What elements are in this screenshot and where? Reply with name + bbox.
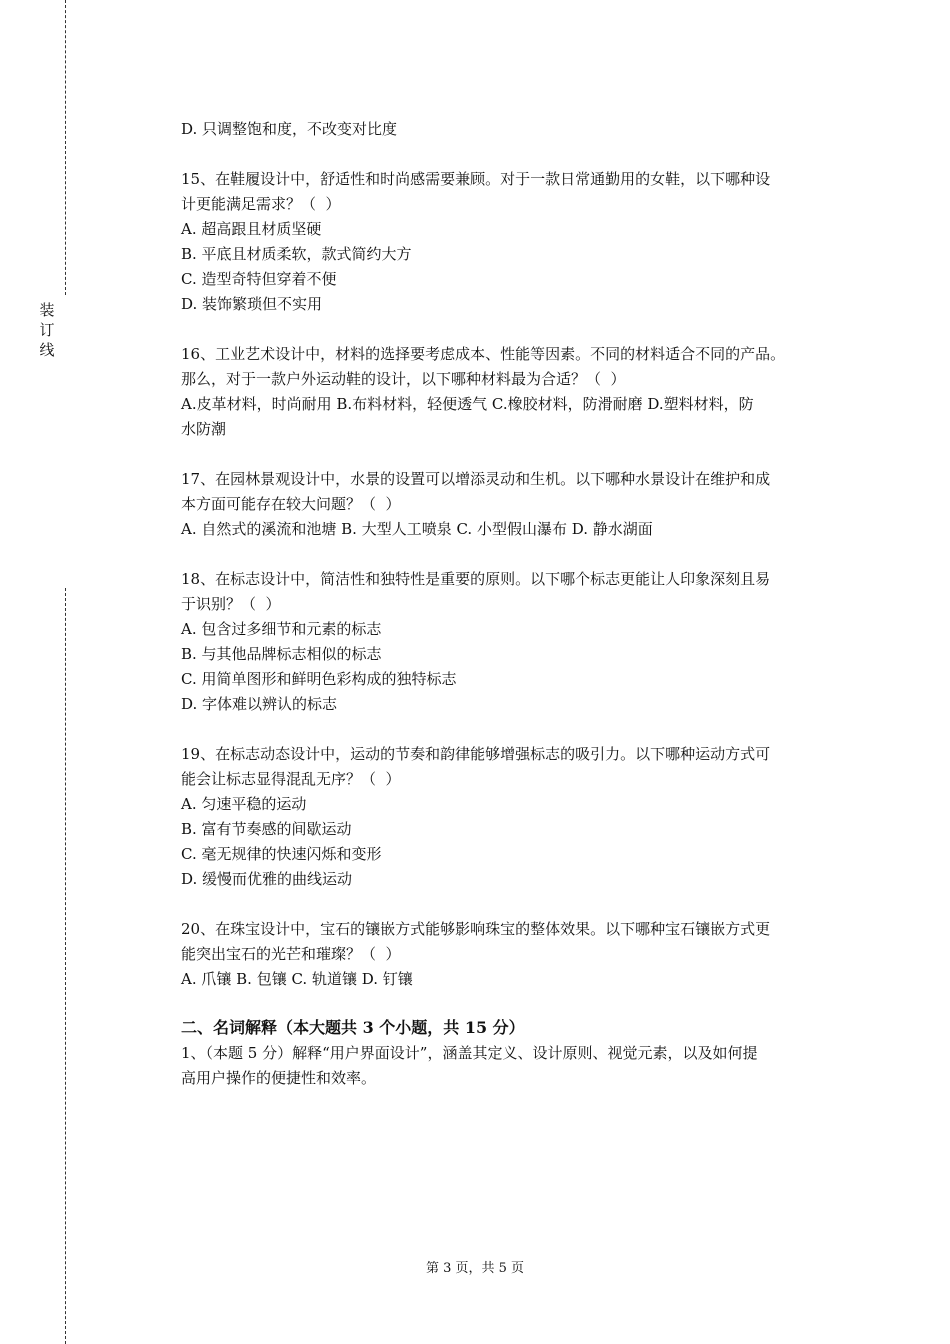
option-d: D. 装饰繁琐但不实用 [181,295,323,313]
question-20 [181,917,841,992]
question-text-line: 计更能满足需求？（ ） [181,195,341,213]
section-question-line: 高用户操作的便捷性和效率。 [181,1069,377,1087]
binding-line-top [65,0,66,295]
exam-content [181,117,841,1091]
option-c: C. 造型奇特但穿着不便 [181,270,337,288]
page-number: 第 3 页，共 5 页 [425,1261,525,1276]
option-c: C. 毫无规律的快速闪烁和变形 [181,845,382,863]
question-16 [181,342,841,442]
option-a: A. 包含过多细节和元素的标志 [181,620,382,638]
question-text-line: 那么，对于一款户外运动鞋的设计，以下哪种材料最为合适？（ ） [181,370,626,388]
option-d: D. 缓慢而优雅的曲线运动 [181,870,353,888]
question-text-line: 本方面可能存在较大问题？（ ） [181,495,401,513]
question-17 [181,467,841,542]
question-text-line: 18、在标志设计中，简洁性和独特性是重要的原则。以下哪个标志更能让人印象深刻且易 [181,570,771,588]
question-options-line: 水防潮 [181,420,227,438]
top-option: D. 只调整饱和度，不改变对比度 [181,120,398,138]
question-18 [181,567,841,717]
option-b: B. 富有节奏感的间歇运动 [181,820,352,838]
option-b: B. 与其他品牌标志相似的标志 [181,645,382,663]
option-c: C. 用简单图形和鲜明色彩构成的独特标志 [181,670,457,688]
question-text-line: 19、在标志动态设计中，运动的节奏和韵律能够增强标志的吸引力。以下哪种运动方式可 [181,745,771,763]
question-text-line: 17、在园林景观设计中，水景的设置可以增添灵动和生机。以下哪种水景设计在维护和成 [181,470,771,488]
question-text-line: 能突出宝石的光芒和璀璨？（ ） [181,945,401,963]
question-text-line: 15、在鞋履设计中，舒适性和时尚感需要兼顾。对于一款日常通勤用的女鞋，以下哪种设 [181,170,771,188]
question-options-line: A. 爪镶 B. 包镶 C. 轨道镶 D. 钉镶 [181,970,413,988]
question-text-line: 20、在珠宝设计中，宝石的镶嵌方式能够影响珠宝的整体效果。以下哪种宝石镶嵌方式更 [181,920,771,938]
binding-label: 装订线 [39,301,55,359]
option-a: A. 匀速平稳的运动 [181,795,307,813]
question-19 [181,742,841,892]
question-options-line: A.皮革材料，时尚耐用 B.布料材料，轻便透气 C.橡胶材料，防滑耐磨 D.塑料材料，防 [181,395,754,413]
question-options-line: A. 自然式的溪流和池塘 B. 大型人工喷泉 C. 小型假山瀑布 D. 静水湖面 [181,520,653,538]
binding-line-bottom [65,588,66,1344]
question-text-line: 16、工业艺术设计中，材料的选择要考虑成本、性能等因素。不同的材料适合不同的产品。 [181,345,786,363]
question-text-line: 能会让标志显得混乱无序？（ ） [181,770,401,788]
section-question-line: 1、（本题 5 分）解释“用户界面设计”，涵盖其定义、设计原则、视觉元素，以及如何提 [181,1044,758,1062]
question-15 [181,167,841,317]
section-title: 二、名词解释（本大题共 3 个小题，共 15 分） [181,1018,525,1037]
question-text-line: 于识别？（ ） [181,595,281,613]
option-d: D. 字体难以辨认的标志 [181,695,338,713]
option-a: A. 超高跟且材质坚硬 [181,220,322,238]
option-b: B. 平底且材质柔软，款式简约大方 [181,245,412,263]
